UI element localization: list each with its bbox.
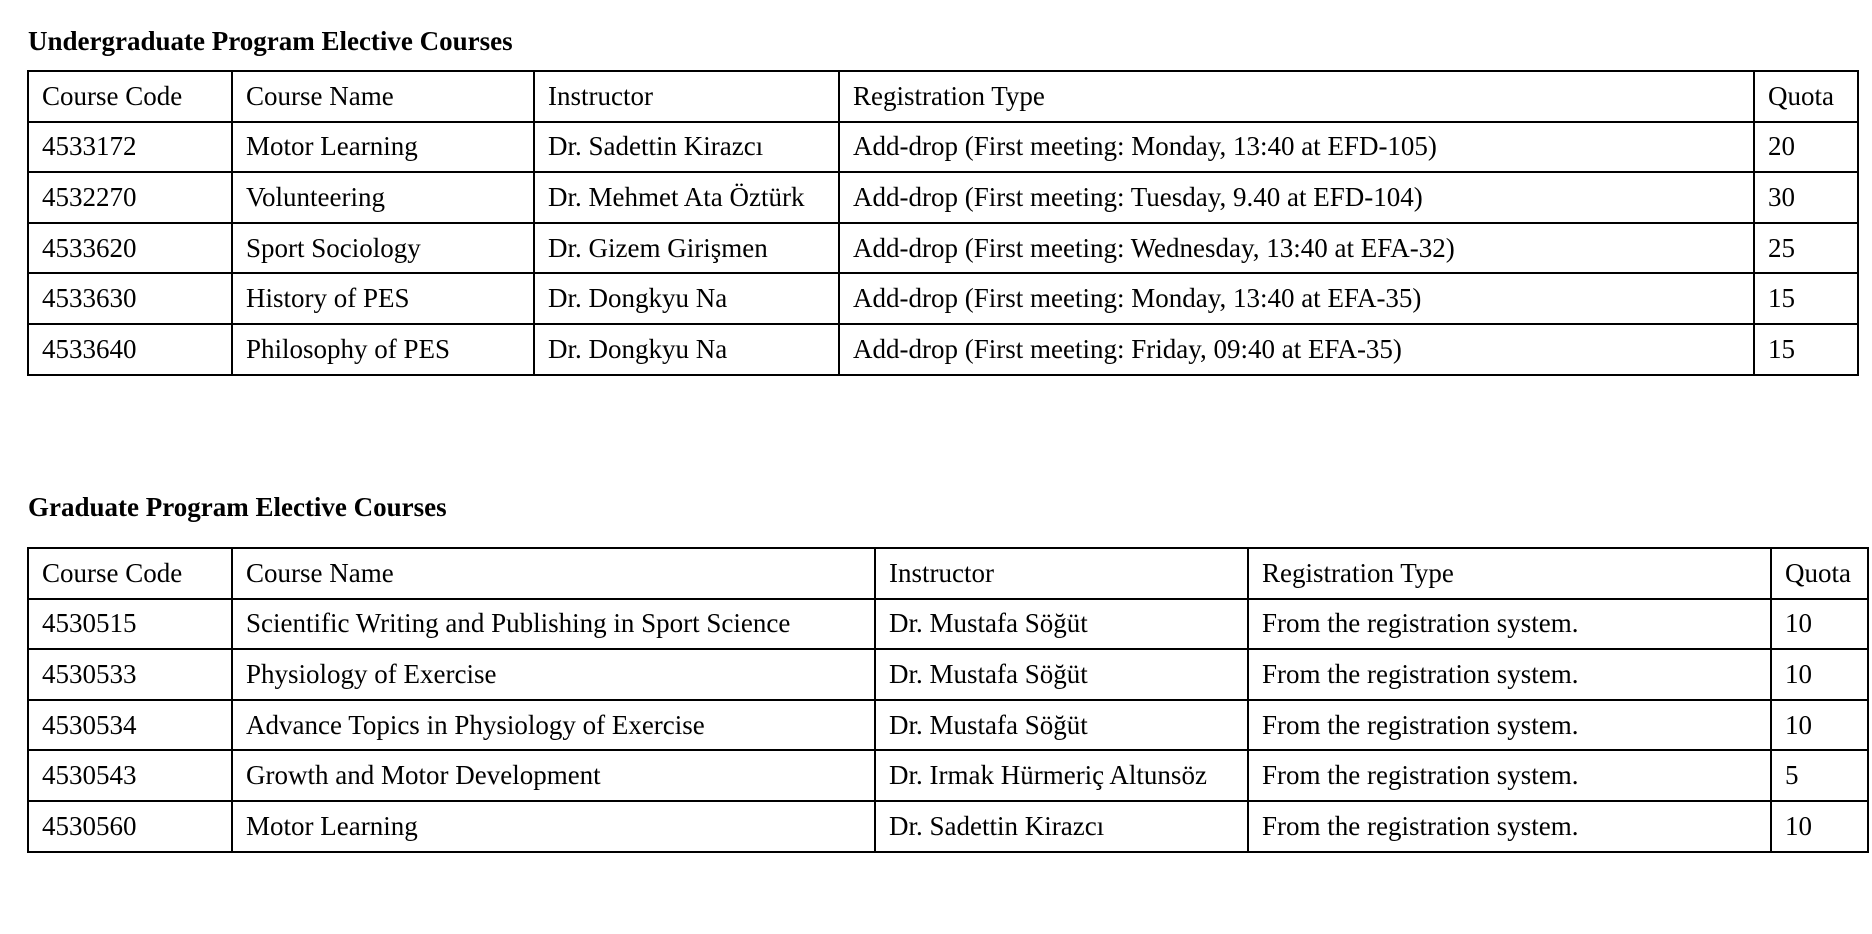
undergraduate-section-title: Undergraduate Program Elective Courses (28, 26, 513, 56)
registration-type-cell: From the registration system. (1248, 801, 1771, 852)
course-name-cell: Advance Topics in Physiology of Exercise (232, 700, 875, 751)
course-name-cell: Motor Learning (232, 801, 875, 852)
header-course-name: Course Name (232, 548, 875, 599)
course-code-cell: 4532270 (28, 172, 232, 223)
instructor-cell: Dr. Sadettin Kirazcı (875, 801, 1248, 852)
registration-type-cell: Add-drop (First meeting: Friday, 09:40 at EFA-35) (839, 324, 1754, 375)
table-row (28, 122, 1858, 173)
header-course-name: Course Name (232, 71, 534, 122)
graduate-courses-table (27, 547, 1869, 853)
undergraduate-courses-table (27, 70, 1859, 376)
course-code-cell: 4530543 (28, 750, 232, 801)
header-quota: Quota (1771, 548, 1868, 599)
course-name-cell: History of PES (232, 273, 534, 324)
course-code-cell: 4530515 (28, 599, 232, 650)
table-row (28, 273, 1858, 324)
table-header-row (28, 71, 1858, 122)
table-row (28, 223, 1858, 274)
course-name-cell: Physiology of Exercise (232, 649, 875, 700)
course-code-cell: 4533620 (28, 223, 232, 274)
quota-cell: 15 (1754, 273, 1858, 324)
table-row (28, 599, 1868, 650)
graduate-section-title: Graduate Program Elective Courses (28, 492, 447, 522)
course-code-cell: 4530533 (28, 649, 232, 700)
header-course-code: Course Code (28, 548, 232, 599)
course-name-cell: Volunteering (232, 172, 534, 223)
table-row (28, 750, 1868, 801)
header-registration-type: Registration Type (839, 71, 1754, 122)
quota-cell: 15 (1754, 324, 1858, 375)
header-registration-type: Registration Type (1248, 548, 1771, 599)
table-row (28, 649, 1868, 700)
header-instructor: Instructor (875, 548, 1248, 599)
instructor-cell: Dr. Irmak Hürmeriç Altunsöz (875, 750, 1248, 801)
instructor-cell: Dr. Sadettin Kirazcı (534, 122, 839, 173)
registration-type-cell: Add-drop (First meeting: Monday, 13:40 at EFD-105) (839, 122, 1754, 173)
instructor-cell: Dr. Mustafa Söğüt (875, 649, 1248, 700)
registration-type-cell: From the registration system. (1248, 750, 1771, 801)
quota-cell: 10 (1771, 649, 1868, 700)
instructor-cell: Dr. Gizem Girişmen (534, 223, 839, 274)
registration-type-cell: Add-drop (First meeting: Tuesday, 9.40 at EFD-104) (839, 172, 1754, 223)
header-instructor: Instructor (534, 71, 839, 122)
header-quota: Quota (1754, 71, 1858, 122)
course-name-cell: Scientific Writing and Publishing in Sport Science (232, 599, 875, 650)
course-code-cell: 4530560 (28, 801, 232, 852)
course-code-cell: 4533640 (28, 324, 232, 375)
table-header-row (28, 548, 1868, 599)
instructor-cell: Dr. Mehmet Ata Öztürk (534, 172, 839, 223)
course-name-cell: Growth and Motor Development (232, 750, 875, 801)
course-code-cell: 4533630 (28, 273, 232, 324)
course-name-cell: Sport Sociology (232, 223, 534, 274)
table-row (28, 172, 1858, 223)
instructor-cell: Dr. Mustafa Söğüt (875, 700, 1248, 751)
course-code-cell: 4530534 (28, 700, 232, 751)
course-name-cell: Motor Learning (232, 122, 534, 173)
quota-cell: 30 (1754, 172, 1858, 223)
quota-cell: 5 (1771, 750, 1868, 801)
registration-type-cell: From the registration system. (1248, 700, 1771, 751)
instructor-cell: Dr. Dongkyu Na (534, 324, 839, 375)
registration-type-cell: From the registration system. (1248, 599, 1771, 650)
table-row (28, 324, 1858, 375)
course-code-cell: 4533172 (28, 122, 232, 173)
table-row (28, 801, 1868, 852)
quota-cell: 25 (1754, 223, 1858, 274)
header-course-code: Course Code (28, 71, 232, 122)
quota-cell: 10 (1771, 599, 1868, 650)
registration-type-cell: From the registration system. (1248, 649, 1771, 700)
table-row (28, 700, 1868, 751)
quota-cell: 10 (1771, 700, 1868, 751)
course-name-cell: Philosophy of PES (232, 324, 534, 375)
quota-cell: 10 (1771, 801, 1868, 852)
quota-cell: 20 (1754, 122, 1858, 173)
instructor-cell: Dr. Dongkyu Na (534, 273, 839, 324)
registration-type-cell: Add-drop (First meeting: Wednesday, 13:40 at EFA-32) (839, 223, 1754, 274)
registration-type-cell: Add-drop (First meeting: Monday, 13:40 at EFA-35) (839, 273, 1754, 324)
instructor-cell: Dr. Mustafa Söğüt (875, 599, 1248, 650)
